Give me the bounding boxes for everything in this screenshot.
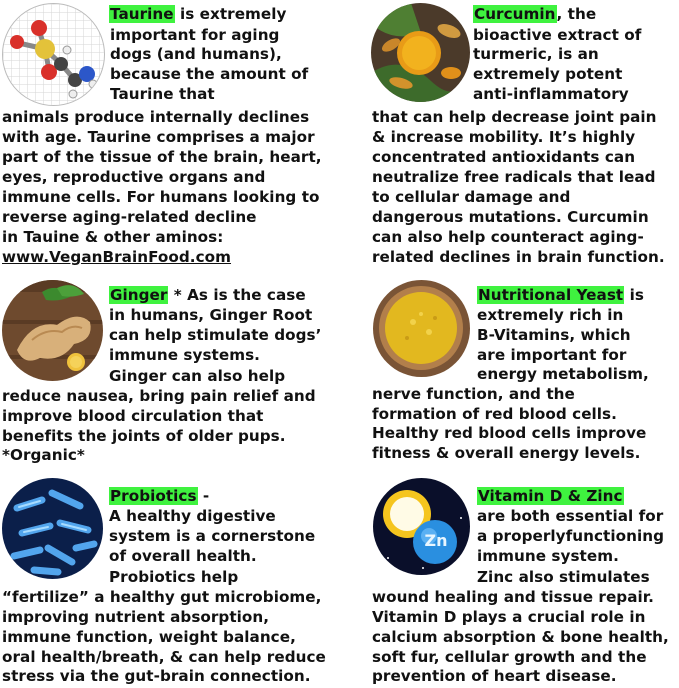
curcumin-text: that can help decrease joint pain bbox=[372, 108, 657, 126]
ginger-text: immune systems. bbox=[109, 346, 260, 364]
yeast-text: nerve function, and the bbox=[372, 385, 575, 403]
nutritional-yeast-section: Nutritional Yeast is extremely rich in B-Vitamins, which are important for energy metabolism, nerve function, and the formation of red blood cells. Healthy red blood cells improve fitness & overall energy levels. bbox=[370, 278, 679, 468]
nutritional-yeast-title: Nutritional Yeast bbox=[478, 286, 624, 304]
curcumin-text: bioactive extract of bbox=[473, 26, 642, 44]
yeast-text: formation of red blood cells. bbox=[372, 405, 617, 423]
vitamin-text: a properlyfunctioning bbox=[477, 527, 664, 545]
probiotics-text: A healthy digestive bbox=[109, 507, 276, 525]
probiotics-text: stress via the gut-brain connection. bbox=[2, 667, 311, 685]
turmeric-icon bbox=[371, 3, 470, 102]
vitamin-text: are both essential for bbox=[477, 507, 664, 525]
taurine-text: part of the tissue of the brain, heart, bbox=[2, 148, 322, 166]
ginger-text: Ginger can also help bbox=[109, 367, 286, 385]
taurine-text: immune cells. For humans looking to bbox=[2, 188, 320, 206]
yeast-text: energy metabolism, bbox=[477, 365, 649, 383]
probiotics-text: immune function, weight balance, bbox=[2, 628, 296, 646]
curcumin-text: anti-inflammatory bbox=[473, 85, 629, 103]
yeast-text: extremely rich in bbox=[477, 306, 624, 324]
vitamin-text: prevention of heart disease. bbox=[372, 667, 617, 685]
probiotics-text: improving nutrient absorption, bbox=[2, 608, 270, 626]
taurine-text: in Tauine & other aminos: bbox=[2, 228, 224, 246]
vitamin-text: calcium absorption & bone health, bbox=[372, 628, 669, 646]
taurine-text: because the amount of bbox=[110, 65, 309, 83]
ginger-text: *Organic* bbox=[2, 446, 85, 464]
vitamin-d-zinc-section bbox=[370, 476, 679, 688]
vitamin-text: immune system. bbox=[477, 547, 619, 565]
taurine-text: eyes, reproductive organs and bbox=[2, 168, 266, 186]
ginger-text: in humans, Ginger Root bbox=[109, 306, 313, 324]
taurine-text: reverse aging-related decline bbox=[2, 208, 257, 226]
curcumin-title: Curcumin bbox=[474, 5, 556, 23]
probiotics-text: “fertilize” a healthy gut microbiome, bbox=[2, 588, 322, 606]
curcumin-text: related declines in brain function. bbox=[372, 248, 665, 266]
curcumin-text: to cellular damage and bbox=[372, 188, 571, 206]
yeast-bowl-icon bbox=[373, 280, 470, 377]
probiotics-text: system is a cornerstone bbox=[109, 527, 316, 545]
probiotics-text: Probiotics help bbox=[109, 568, 239, 586]
taurine-section: Taurine is extremely important for aging dogs (and humans), because the amount of Taurine that animals produce internally declines with age. Taurine comprises a major part of the tissue of the brain, heart, eyes, reproductive organs and immune cells. For humans looking to reverse aging-related decline in Tauine & other aminos: www.VeganBrainFood.com bbox=[2, 5, 322, 266]
molecule-icon bbox=[2, 3, 105, 106]
ginger-text: benefits the joints of older pups. bbox=[2, 427, 286, 445]
curcumin-text: dangerous mutations. Curcumin bbox=[372, 208, 649, 226]
bacteria-icon bbox=[2, 478, 103, 579]
curcumin-text: concentrated antioxidants can bbox=[372, 148, 636, 166]
taurine-text: animals produce internally declines bbox=[2, 108, 310, 126]
curcumin-text: extremely potent bbox=[473, 65, 623, 83]
curcumin-text: neutralize free radicals that lead bbox=[372, 168, 656, 186]
vitamin-zinc-icon bbox=[373, 478, 470, 575]
probiotics-title: Probiotics bbox=[110, 487, 197, 505]
yeast-text: Healthy red blood cells improve bbox=[372, 424, 647, 442]
ginger-text: improve blood circulation that bbox=[2, 407, 264, 425]
vegan-brain-food-link[interactable]: www.VeganBrainFood.com bbox=[2, 248, 232, 266]
yeast-text: B-Vitamins, which bbox=[477, 326, 631, 344]
taurine-text: Taurine that bbox=[110, 85, 215, 103]
probiotics-text: of overall health. bbox=[109, 547, 257, 565]
ginger-text: can help stimulate dogs’ bbox=[109, 326, 322, 344]
ginger-title: Ginger bbox=[110, 286, 168, 304]
ginger-section: Ginger * As is the case in humans, Ginger Root can help stimulate dogs’ immune systems. Ginger can also help reduce nausea, bring pain relief and improve blood circulation that benefits the joints of older pups. *Organic* bbox=[0, 278, 330, 468]
curcumin-section: Curcumin, the bioactive extract of turmeric, is an extremely potent anti-inflammatory that can help decrease joint pain & increase mobility. It’s highly concentrated antioxidants can neutralize free radicals that lead to cellular damage and dangerous mutations. Curcumin can also help counteract aging- related declines in brain function. bbox=[372, 5, 665, 266]
vitamin-text: Vitamin D plays a crucial role in bbox=[372, 608, 646, 626]
taurine-text: important for aging bbox=[110, 26, 280, 44]
curcumin-text: can also help counteract aging- bbox=[372, 228, 644, 246]
curcumin-text: & increase mobility. It’s highly bbox=[372, 128, 636, 146]
taurine-title: Taurine bbox=[110, 5, 174, 23]
ginger-root-icon bbox=[2, 280, 103, 381]
vitamin-text: Zinc also stimulates bbox=[477, 568, 650, 586]
taurine-text: with age. Taurine comprises a major bbox=[2, 128, 315, 146]
yeast-text: are important for bbox=[477, 346, 627, 364]
probiotics-section: Probiotics - A healthy digestive system is a cornerstone of overall health. Probiotics help “fertilize” a healthy gut microbiome, improving nutrient absorption, immune function, weight balance, oral health/breath, & can help reduce stress via the gut-brain connection. bbox=[0, 476, 330, 688]
ginger-text: reduce nausea, bring pain relief and bbox=[2, 387, 316, 405]
yeast-text: fitness & overall energy levels. bbox=[372, 444, 641, 462]
vitamin-d-zinc-title: Vitamin D & Zinc bbox=[478, 487, 623, 505]
vitamin-text: wound healing and tissue repair. bbox=[372, 588, 654, 606]
zn-label: Zn bbox=[424, 531, 448, 550]
probiotics-text: oral health/breath, & can help reduce bbox=[2, 648, 326, 666]
vitamin-text: soft fur, cellular growth and the bbox=[372, 648, 647, 666]
curcumin-text: turmeric, is an bbox=[473, 45, 599, 63]
taurine-text: dogs (and humans), bbox=[110, 45, 282, 63]
